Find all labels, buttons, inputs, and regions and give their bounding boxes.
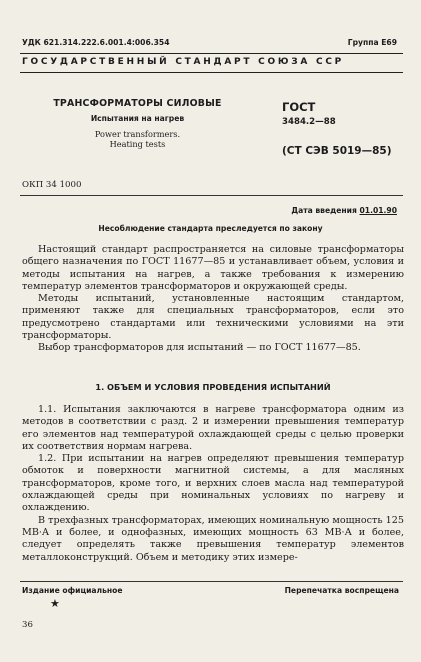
document-title: ТРАНСФОРМАТОРЫ СИЛОВЫЕ: [53, 98, 222, 109]
reprint-prohibited: Перепечатка воспрещена: [284, 586, 399, 595]
section-paragraph: 1.2. При испытании на нагрев определяют превышения температур обмоток и поверхности магнитной системы, а для масляных трансформаторов, кроме того, и верхних слоев масла над температурой охлаждающей среды при номинальных условиях по нагреву и охлаждению.: [22, 453, 404, 514]
intro-paragraph: Настоящий стандарт распространяется на силовые трансформаторы общего назначения по ГОСТ 11677—85 и устанавливает объем, условия и методы испытания на нагрев, а также требования к измерению температур элементов трансформаторов и окружающей среды.: [22, 244, 404, 292]
official-edition: Издание официальное: [22, 586, 123, 595]
udk-code: УДК 621.314.222.6.001.4:006.354: [22, 38, 170, 47]
government-title: ГОСУДАРСТВЕННЫЙ СТАНДАРТ СОЮЗА ССР: [22, 57, 345, 67]
date-introduction: [291, 206, 397, 215]
subtitle-russian: Испытания на нагрев: [90, 114, 185, 123]
date-introduction-value: 01.01.90: [359, 206, 397, 215]
gost-block: [282, 100, 412, 157]
footer-rule: [20, 581, 403, 582]
gost-label: ГОСТ: [282, 100, 316, 114]
gost-number: 3484.2—88: [282, 117, 336, 127]
subtitle-english-line-2: Heating tests: [109, 139, 166, 149]
subtitle-english: [20, 129, 255, 149]
section-text: [22, 404, 404, 564]
group-code: Группа Е69: [347, 38, 397, 47]
st-sev-number: (СТ СЭВ 5019—85): [282, 145, 392, 157]
title-block: [20, 98, 255, 149]
intro-text: [22, 244, 404, 355]
date-introduction-label: Дата введения: [291, 206, 357, 215]
legal-warning: Несоблюдение стандарта преследуется по закону: [98, 224, 323, 233]
section-paragraph: 1.1. Испытания заключаются в нагреве трансформатора одним из методов в соответствии с разд. 2 и измерении превышения температур его элементов над температурой охлаждающей среды с целью проверки их соответствия нормам нагрева.: [22, 404, 404, 452]
divider: [20, 195, 403, 196]
section-paragraph: В трехфазных трансформаторах, имеющих номинальную мощность 125 МВ·А и более, и однофазных, имеющих мощность 63 МВ·А и более, следует определять также превышения температур элементов металлоконструкций. Объем и методику этих измере-: [22, 514, 404, 563]
bottom-rule: [20, 72, 403, 73]
top-rule: [20, 53, 403, 54]
star-icon: ★: [50, 597, 60, 610]
intro-paragraph: Методы испытаний, установленные настоящим стандартом, применяют также для специальных трансформаторов, если это предусмотрено стандартами или техническими условиями на эти трансформаторы.: [22, 293, 404, 342]
subtitle-english-line-1: Power transformers.: [94, 129, 181, 139]
section-title: 1. ОБЪЕМ И УСЛОВИЯ ПРОВЕДЕНИЯ ИСПЫТАНИЙ: [95, 382, 331, 392]
page-number: 36: [22, 620, 33, 630]
intro-paragraph: Выбор трансформаторов для испытаний — по ГОСТ 11677—85.: [38, 342, 361, 354]
okp-code: ОКП 34 1000: [22, 180, 82, 190]
